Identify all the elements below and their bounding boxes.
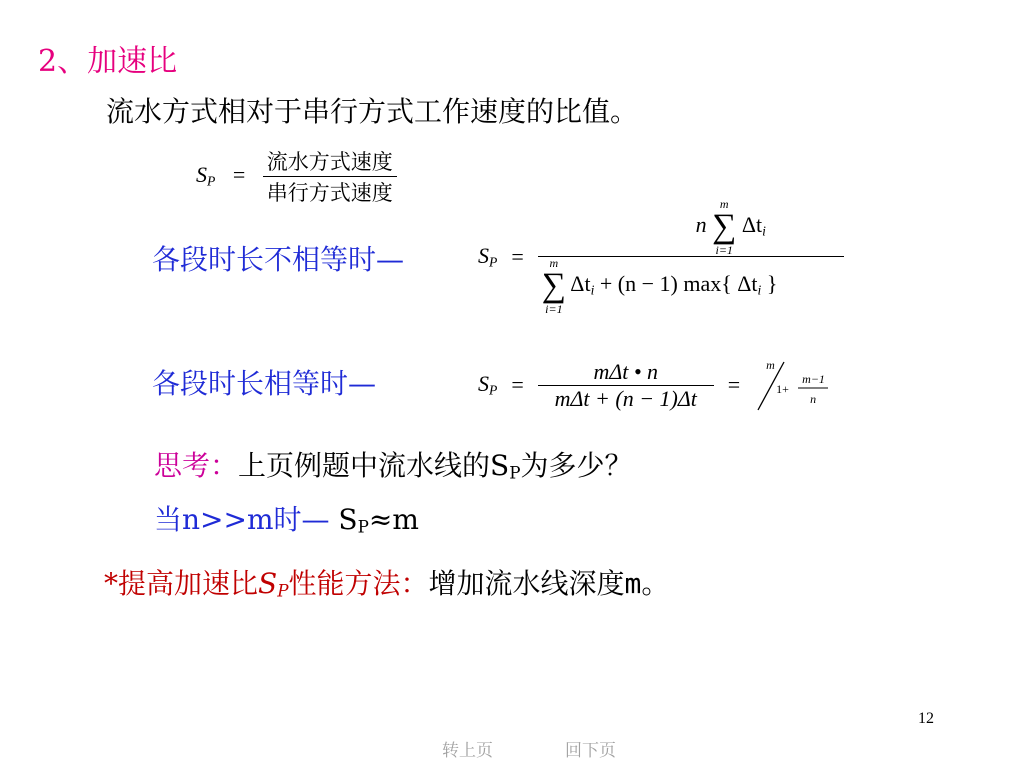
definition-text: 流水方式相对于串行方式工作速度的比值。 — [106, 95, 639, 128]
formula1-fraction — [263, 146, 397, 207]
formula2-denominator: m ∑ i=1 $\Delta t_i + (n - 1)$ max{ $\Delta t_i$ } — [541, 256, 778, 316]
limit-result: SP≈m — [338, 503, 419, 537]
think-text: 上页例题中流水线的SP为多少？ — [238, 449, 633, 483]
formula-equal — [478, 358, 832, 412]
formula3-denominator: mΔt + (n − 1)Δt — [554, 385, 697, 411]
formula-speedup-definition — [196, 146, 397, 207]
formula3-fraction — [538, 359, 714, 412]
formula3-simplified: m 1+ m−1 n — [754, 358, 832, 412]
limit-prefix: 当n>>m时— — [154, 503, 339, 536]
formula3-eq: = — [511, 372, 524, 397]
think-question — [154, 444, 633, 484]
formula1-numerator: 流水方式速度 — [266, 150, 393, 174]
sum-icon: m ∑ i=1 — [541, 256, 566, 316]
nav-next-link[interactable]: 回下页 — [565, 741, 616, 761]
sum-icon: m ∑ i=1 — [712, 197, 737, 257]
case-equal-label: 各段时长相等时— — [152, 367, 377, 400]
formula2-numerator: n m ∑ i=1 $\Delta t_i$ — [695, 197, 766, 257]
formula3-lhs: $S_P$ — [478, 371, 498, 398]
improve-line — [104, 562, 669, 602]
formula2-fraction — [538, 198, 844, 315]
formula1-denominator: 串行方式速度 — [266, 181, 393, 205]
nav-prev-link[interactable]: 转上页 — [442, 741, 493, 761]
page-number: 12 — [918, 710, 934, 727]
formula3-eq2: = — [727, 372, 741, 397]
formula3-numerator: mΔt • n — [593, 358, 659, 384]
formula1-eq: = — [232, 161, 246, 187]
formula-unequal — [478, 198, 844, 315]
formula1-lhs: $S_P$ — [196, 161, 216, 188]
improve-label: 提高加速比SP性能方法： — [118, 567, 429, 601]
limit-line — [154, 498, 419, 538]
formula2-lhs: $S_P$ — [478, 242, 498, 270]
improve-star: * — [104, 567, 118, 600]
slide-heading: 2、加速比 — [38, 44, 178, 79]
case-unequal-label: 各段时长不相等时— — [152, 243, 405, 276]
improve-text: 增加流水线深度m。 — [428, 567, 670, 600]
think-label: 思考： — [154, 449, 239, 482]
formula2-eq: = — [511, 243, 524, 269]
